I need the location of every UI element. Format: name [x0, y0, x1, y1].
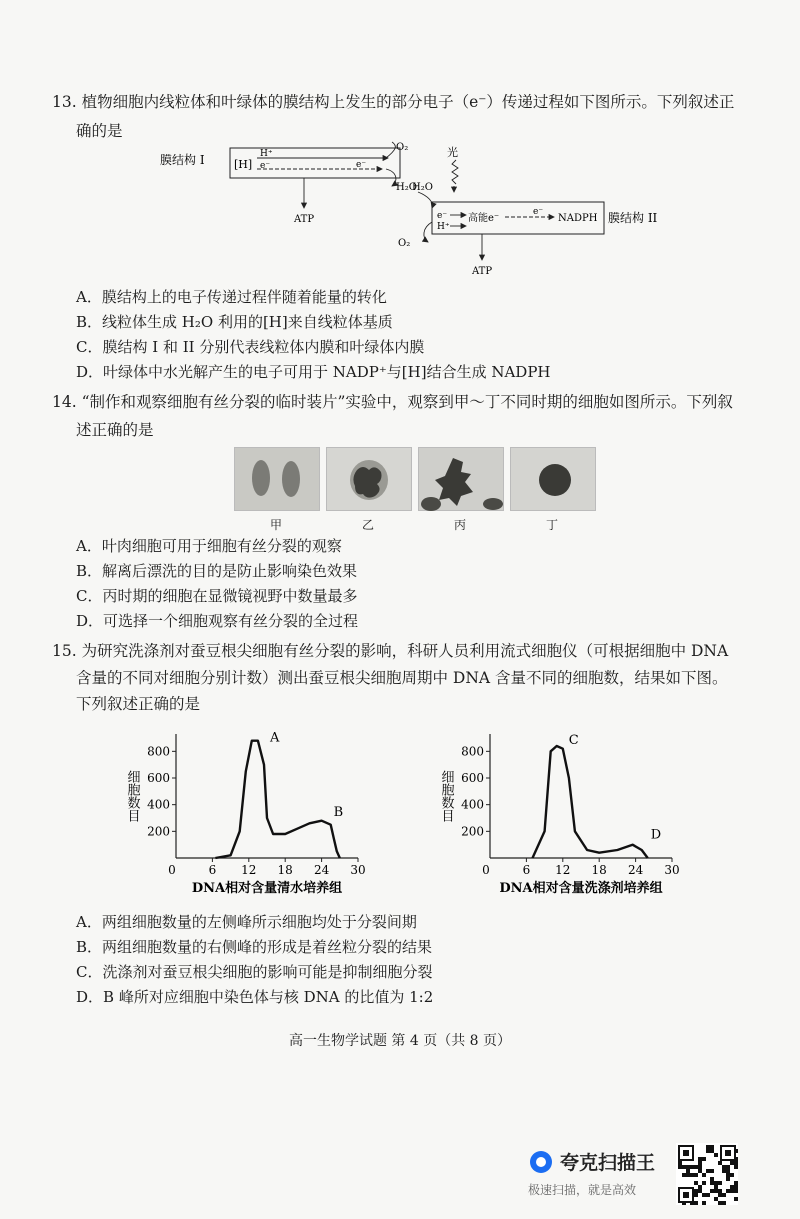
light-label: 光 — [447, 146, 458, 159]
membrane2-label: 膜结构 II — [608, 211, 658, 225]
x-tick-label: 0 — [482, 863, 490, 877]
e-minus-label-4: e⁻ — [533, 207, 544, 217]
series-line — [215, 741, 339, 858]
q13-stem-line2: 确的是 — [76, 122, 123, 140]
x-tick-label: 18 — [277, 863, 293, 877]
q14-stem-line1: 14. “制作和观察细胞有丝分裂的临时装片”实验中，观察到甲～丁不同时期的细胞如图所示。下列叙 — [52, 393, 733, 411]
y-tick-label: 400 — [461, 797, 484, 812]
x-tick-label: 30 — [350, 863, 366, 877]
y-tick-label: 800 — [461, 744, 484, 759]
qr-code-icon — [676, 1143, 738, 1205]
histogram-water-group — [118, 726, 388, 906]
q14-option-d[interactable]: D．可选择一个细胞观察有丝分裂的全过程 — [76, 612, 359, 630]
page-footer: 高一生物学试题 第 4 页（共 8 页） — [288, 1033, 512, 1049]
q14-stem-line2: 述正确的是 — [76, 421, 154, 439]
label-bing: 丙 — [454, 518, 467, 532]
scanner-tagline: 极速扫描，就是高效 — [528, 1183, 637, 1197]
x-tick-label: 0 — [168, 863, 176, 877]
q13-stem-line1: 13. 植物细胞内线粒体和叶绿体的膜结构上发生的部分电子（e⁻）传递过程如下图所示。下列叙述正 — [52, 93, 735, 111]
x-tick-label: 30 — [664, 863, 680, 877]
h-bracket-label: [H] — [234, 158, 253, 171]
y-tick-label: 600 — [461, 771, 484, 785]
histogram-detergent-group — [432, 726, 702, 906]
micrograph-ding — [510, 447, 596, 511]
x-tick-label: 6 — [522, 863, 531, 877]
q15-option-b[interactable]: B．两组细胞数量的右侧峰的形成是着丝粒分裂的结果 — [76, 938, 433, 956]
h-plus-label-2: H⁺ — [437, 222, 450, 232]
q14-option-c[interactable]: C．丙时期的细胞在显微镜视野中数量最多 — [76, 587, 358, 605]
x-tick-label: 12 — [241, 863, 257, 877]
electron-transport-diagram — [160, 142, 658, 282]
x-tick-label: 6 — [208, 863, 217, 877]
q13-option-d[interactable]: D．叶绿体中水光解产生的电子可用于 NADP⁺与[H]结合生成 NADPH — [76, 363, 551, 381]
micrograph-jia — [234, 447, 320, 511]
q15-option-c[interactable]: C．洗涤剂对蚕豆根尖细胞的影响可能是抑制细胞分裂 — [76, 963, 433, 981]
x-tick-label: 24 — [313, 863, 330, 877]
label-yi: 乙 — [362, 518, 375, 532]
q15-option-d[interactable]: D．B 峰所对应细胞中染色体与核 DNA 的比值为 1:2 — [76, 988, 434, 1006]
micrograph-yi — [326, 447, 412, 511]
y-tick-label: 400 — [147, 797, 170, 812]
peak-label: C — [568, 733, 579, 748]
y-axis-title: 细胞数目 — [124, 770, 140, 822]
h-plus-label: H⁺ — [260, 149, 273, 159]
e-minus-label-2: e⁻ — [356, 160, 367, 170]
y-axis-title: 细胞数目 — [438, 770, 454, 822]
peak-label: B — [333, 805, 344, 820]
membrane1-box — [230, 148, 400, 178]
y-tick-label: 200 — [147, 824, 170, 839]
h2o-label-1: H₂O — [396, 182, 417, 193]
label-jia: 甲 — [270, 518, 283, 532]
q15-stem-line1: 15. 为研究洗涤剂对蚕豆根尖细胞有丝分裂的影响，科研人员利用流式细胞仪（可根据细胞中 DNA — [52, 642, 729, 660]
q14-option-b[interactable]: B．解离后漂洗的目的是防止影响染色效果 — [76, 562, 358, 580]
series-line — [533, 746, 648, 858]
x-axis-title: DNA相对含量清水培养组 — [191, 881, 343, 896]
o2-label-2: O₂ — [398, 238, 411, 249]
o2-label-1: O₂ — [396, 142, 409, 153]
x-tick-label: 18 — [591, 863, 607, 877]
e-minus-label-1: e⁻ — [260, 161, 271, 171]
micrograph-bing — [418, 447, 504, 511]
x-tick-label: 24 — [627, 863, 644, 877]
q13-option-c[interactable]: C．膜结构 I 和 II 分别代表线粒体内膜和叶绿体内膜 — [76, 338, 425, 356]
x-axis-title: DNA相对含量洗涤剂培养组 — [499, 881, 663, 896]
atp-label-1: ATP — [294, 214, 315, 225]
q13-option-b[interactable]: B．线粒体生成 H₂O 利用的[H]来自线粒体基质 — [76, 313, 393, 331]
nadph-label: NADPH — [558, 213, 598, 224]
membrane1-label: 膜结构 I — [160, 153, 205, 167]
q15-option-a[interactable]: A．两组细胞数量的左侧峰所示细胞均处于分裂间期 — [76, 913, 417, 931]
atp-label-2: ATP — [472, 266, 493, 277]
q15-stem-line3: 下列叙述正确的是 — [76, 695, 201, 713]
q14-option-a[interactable]: A．叶肉细胞可用于细胞有丝分裂的观察 — [76, 537, 342, 555]
h2o-label-2: H₂O — [412, 182, 433, 193]
high-energy-e-label: 高能e⁻ — [468, 213, 500, 224]
x-tick-label: 12 — [555, 863, 571, 877]
scanner-name: 夸克扫描王 — [560, 1152, 656, 1174]
q15-stem-line2: 含量的不同对细胞分别计数）测出蚕豆根尖细胞周期中 DNA 含量不同的细胞数，结果如下图。 — [76, 669, 728, 687]
scanner-watermark — [528, 1148, 668, 1198]
label-ding: 丁 — [546, 518, 559, 532]
q13-option-a[interactable]: A．膜结构上的电子传递过程伴随着能量的转化 — [76, 288, 387, 306]
scanner-logo-icon — [528, 1149, 554, 1175]
e-minus-label-3: e⁻ — [437, 211, 448, 221]
peak-label: D — [650, 827, 662, 843]
peak-label: A — [269, 730, 280, 746]
y-tick-label: 200 — [461, 824, 484, 839]
y-tick-label: 800 — [147, 744, 170, 759]
y-tick-label: 600 — [147, 771, 170, 785]
